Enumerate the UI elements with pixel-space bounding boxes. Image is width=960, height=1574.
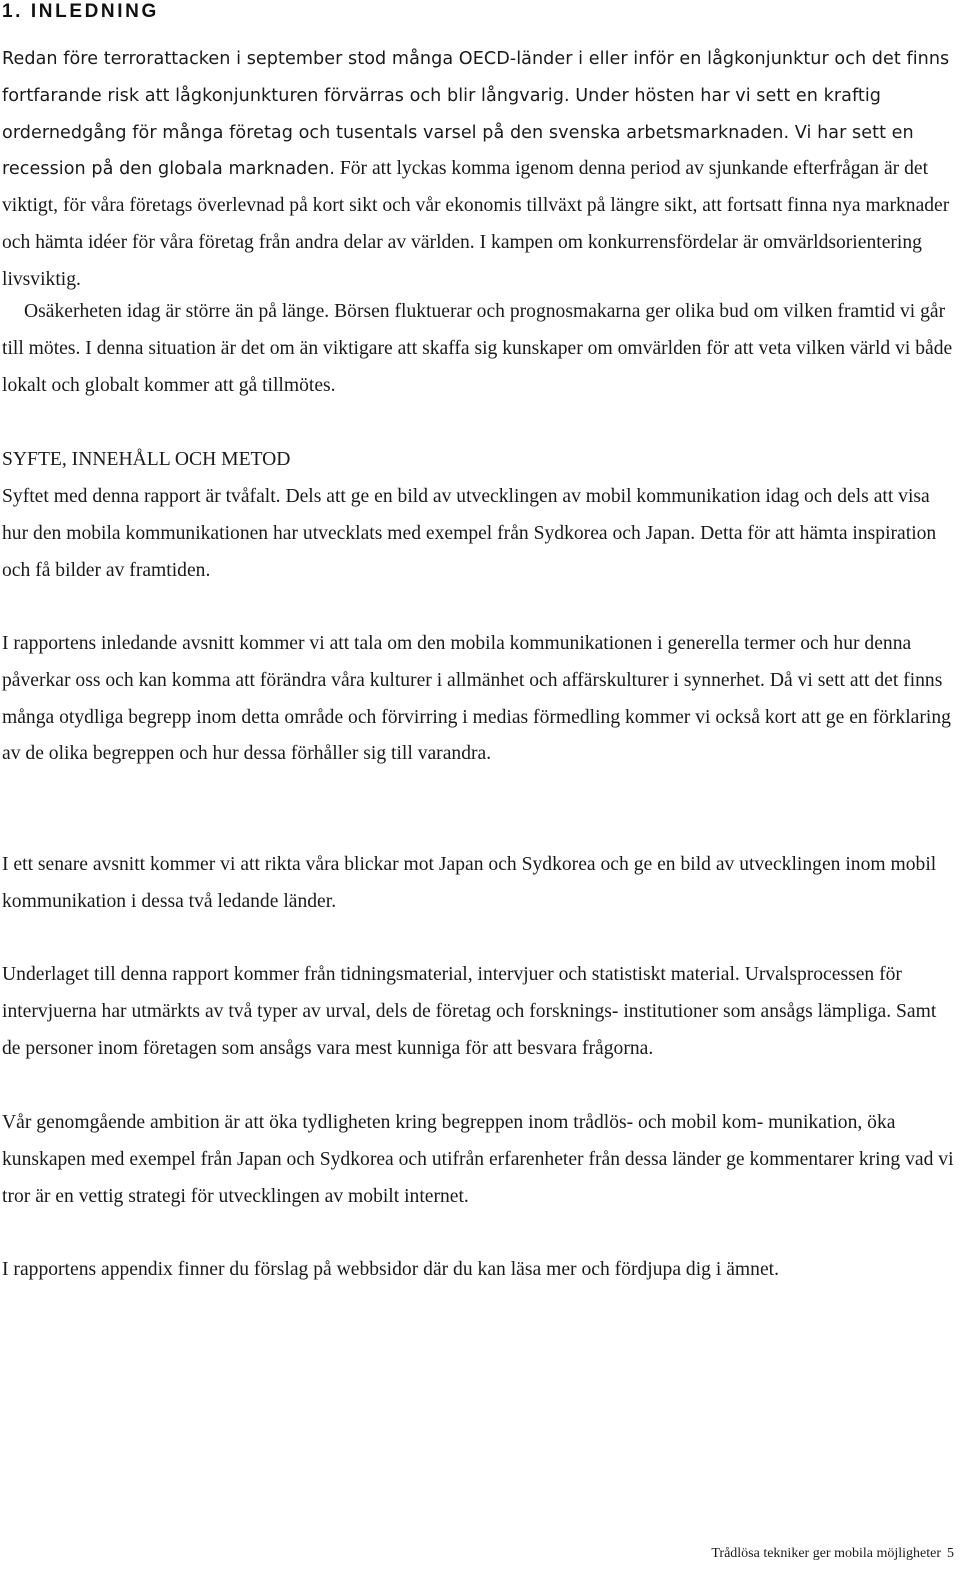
section-paragraph-4b: Vår genomgående ambition är att öka tydligheten kring begreppen inom trådlös- och mobil kom- munikation, öka kunskapen med exempel från Japan och Sydkorea och utifrån erfarenheter från dessa länder ge kommentarer kring vad vi tror är en vettig strategi för utvecklingen av mobilt internet. — [2, 1112, 954, 1207]
chapter-heading: 1. INLEDNING — [2, 1, 159, 22]
footer-title: Trådlösa tekniker ger mobila möjligheter — [711, 1546, 941, 1561]
intro-paragraph-2-text: Osäkerheten idag är större än på länge. Börsen fluktuerar och prognosmakarna ger olika bud om vilken framtid vi går till mötes. I denna situation är det om än viktigare att skaffa sig kunskaper om omvärlden för att veta vilken värld vi både lokalt och globalt kommer att gå tillmötes. — [2, 301, 953, 396]
section-paragraph-1: Syftet med denna rapport är tvåfalt. Dels att ge en bild av utvecklingen av mobil kommunikation idag och dels att visa hur den mobila kommunikationen har utvecklats med exempel från Sydkorea och Japan. Detta för att hämta inspiration och få bilder av framtiden. — [2, 486, 937, 581]
section-paragraph-2: I rapportens inledande avsnitt kommer vi att tala om den mobila kommunikationen i generella termer och hur denna påverkar oss och kan komma att förändra våra kulturer i allmänhet och affärskulturer i synnerhet. Då vi sett att det finns många otydliga begrepp inom detta område och förvirring i medias förmedling kommer vi också kort att ge en förklaring av de olika begreppen och hur dessa förhåller sig till varandra. — [2, 633, 951, 765]
intro-paragraph-1-part-b: För att lyckas komma igenom denna period av sjunkande efterfrågan är det viktigt, för våra företags överlevnad på kort sikt och vår ekonomis tillväxt på längre sikt, att fortsatt finna nya marknader och hämta idéer för våra företag från andra delar av världen. I kampen om konkurrensfördelar är omvärldsorientering livsviktig. — [2, 158, 950, 290]
intro-paragraph-2 — [2, 294, 956, 404]
intro-paragraph-1 — [2, 41, 956, 299]
intro-paragraph-1-part-a: Redan före terrorattacken i september stod många OECD-länder i eller inför en lågkonjunktur och det finns fortfarande risk att lågkonjunkturen förvärras och blir långvarig. Under hösten har vi sett en kraftig ordernedgång för många företag och tusentals varsel på den svenska arbetsmarknaden. Vi har sett en recession på den globala marknaden. — [2, 49, 950, 180]
page-footer — [711, 1546, 954, 1562]
section-paragraph-4a: Underlaget till denna rapport kommer från tidningsmaterial, intervjuer och statistiskt material. Urvalsprocessen för intervjuerna har utmärkts av två typer av urval, dels de företag och forsknings- institutioner som ansågs lämpliga. Samt de personer inom företagen som ansågs vara mest kunniga för att besvara frågorna. — [2, 964, 937, 1059]
page-number: 5 — [947, 1546, 954, 1561]
section-heading: SYFTE, INNEHÅLL OCH METOD — [2, 449, 291, 470]
section-paragraph-5: I rapportens appendix finner du förslag på webbsidor där du kan läsa mer och fördjupa dig i ämnet. — [2, 1259, 779, 1280]
section-paragraph-3: I ett senare avsnitt kommer vi att rikta våra blickar mot Japan och Sydkorea och ge en bild av utvecklingen inom mobil kommunikation i dessa två ledande länder. — [2, 854, 937, 912]
